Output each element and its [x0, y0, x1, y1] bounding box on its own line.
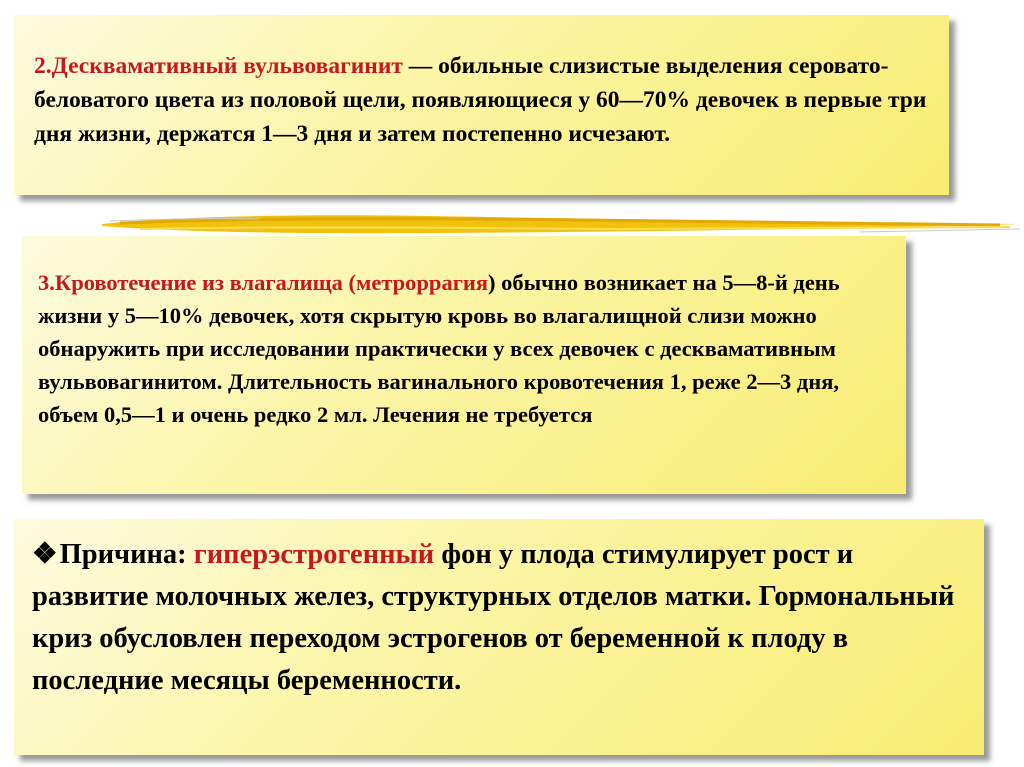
block2-text: ) обычно возникает на 5—8-й день жизни у 5—10% девочек, хотя скрытую кровь во влагалищной слизи можно обнаружить при исследовании практически у всех девочек с десквамативным вульвовагинитом. Длительность вагинального кровотечения 1, реже 2—3 дня, объем 0,5—1 и очень редко 2 мл. Лечения не требуется	[38, 270, 840, 427]
text-block-1	[14, 15, 949, 195]
diamond-bullet-icon: ❖	[32, 539, 58, 570]
text-block-3	[14, 519, 984, 755]
block3-text: фон у плода стимулирует рост и развитие молочных желез, структурных отделов матки. Гормональный криз обусловлен переходом эстрогенов от беременной к плоду в последние месяцы беременности.	[32, 539, 955, 696]
block1-heading: 2.Десквамативный вульвовагинит	[34, 53, 403, 79]
text-block-2	[22, 236, 906, 494]
block2-heading: 3.Кровотечение из влагалища (метроррагия	[38, 270, 489, 295]
block1-text: — обильные слизистые выделения серовато-беловатого цвета из половой щели, появляющиеся у 60—70% девочек в первые три дня жизни, держатся 1—3 дня и затем постепенно исчезают.	[34, 53, 927, 147]
block3-lead: Причина:	[59, 539, 194, 570]
block3-highlight: гиперэстрогенный	[193, 539, 435, 570]
